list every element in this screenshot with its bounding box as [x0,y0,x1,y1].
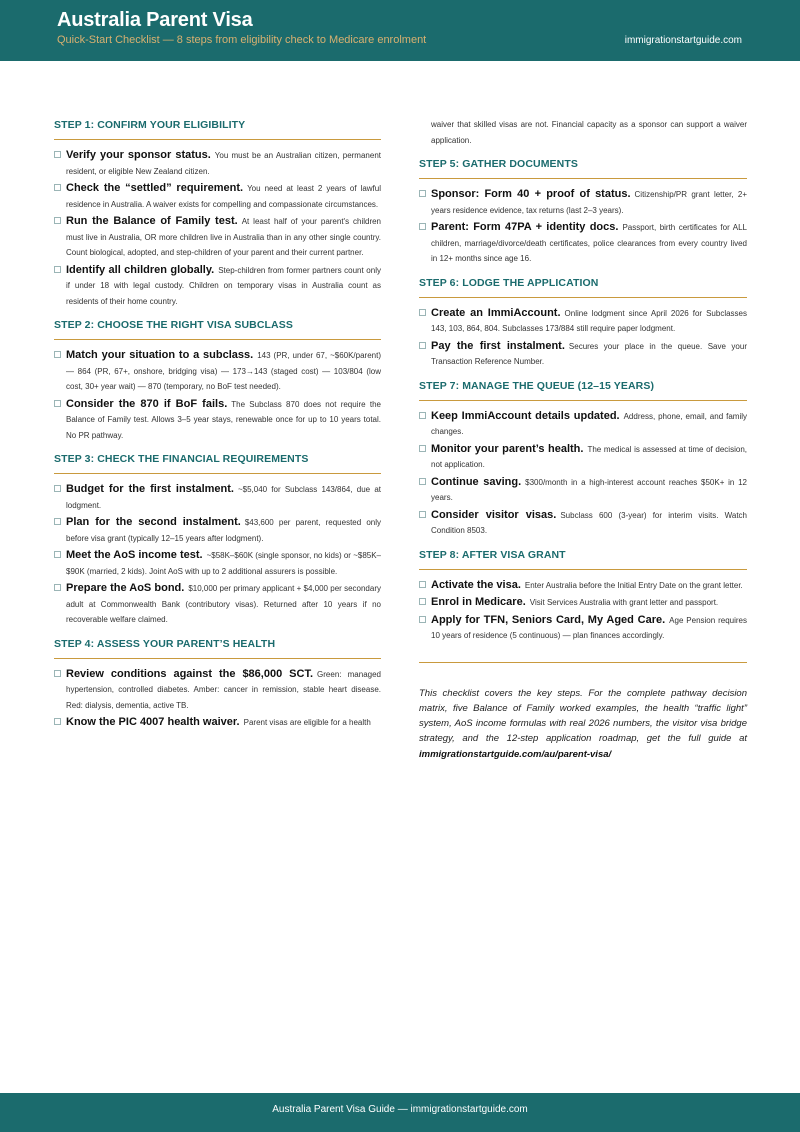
checklist-item [419,508,747,539]
checklist-item-title: Prepare the AoS bond. [66,582,185,594]
closing-note-text: This checklist covers the key steps. For the complete pathway decision matrix, five Balance of Family worked examples, the health “traffic light” system, AoS income formulas with real 2026 numbers, the visitor visa bridge strategy, and the 12-step application roadmap, get the full guide at [419,687,747,745]
checkbox[interactable] [54,518,61,525]
step-heading: STEP 7: MANAGE THE QUEUE (12–15 YEARS) [419,380,747,401]
checklist-item-title: Verify your sponsor status. [66,149,211,161]
step-heading: STEP 5: GATHER DOCUMENTS [419,158,747,179]
checklist-item-text: 143 (PR, under 67, ~$60K/parent) — 864 (PR, 67+, onshore, bridging visa) — 173→143 (staged cost) — 103/804 (low cost, 30+ year wait) — 870 (temporary, no BoF test needed). [66,351,382,391]
checklist-item-text: You need at least 2 years of lawful residence in Australia. A waiver exists for compelling and compassionate circumstances. [66,184,381,209]
checklist-item-title: Create an ImmiAccount. [431,306,561,319]
checklist-item-text: Address, phone, email, and family changes. [431,411,747,436]
checklist-item-title: Run the Balance of Family test. [66,215,238,227]
checklist-item-text: Subclass 600 (3-year) for interim visits. Watch Condition 8503. [431,510,747,535]
checklist-item-text: Passport, birth certificates for ALL children, marriage/divorce/death certificates, police clearances from every country lived in 12+ months since age 16. [431,223,747,263]
checklist-item-title: Enrol in Medicare. [431,596,526,608]
checklist-item-title: Parent: Form 47PA + identity docs. [431,221,619,233]
page-title: Australia Parent Visa [57,9,253,31]
checklist-item-title: Continue saving. [431,475,522,488]
checkbox[interactable] [54,151,61,158]
checklist-item-text: $10,000 per primary applicant + $4,000 per secondary adult at Commonwealth Bank (contributory visas). Returned after 10 years if no recoverable welfare claimed. [66,584,381,624]
checklist-item-title: Check the “settled” requirement. [66,182,244,194]
checkbox[interactable] [54,400,61,407]
checklist-item [54,515,381,546]
checklist-item [54,581,381,628]
step-heading: STEP 3: CHECK THE FINANCIAL REQUIREMENTS [54,453,381,474]
checklist-item [419,442,747,473]
checklist-item-text: Citizenship/PR grant letter, 2+ years residence evidence, tax returns (last 2–3 years). [431,190,747,215]
checklist-item-title: Know the PIC 4007 health waiver. [66,716,240,728]
checklist-item-text: Step-children from former partners count only if under 18 with legal custody. Children on temporary visas in Australia count as residents of their home country. [66,265,381,306]
checklist-item [54,181,381,212]
checklist-item [419,595,747,611]
checkbox[interactable] [419,223,426,230]
checklist-item-text: ~$58K–$60K (single sponsor, no kids) or ~$85K–$90K (married, 2 kids). Joint AoS with up to 2 additional assurers is possible. [66,551,382,576]
checkbox[interactable] [419,412,426,419]
checklist-item [54,548,381,579]
checkbox[interactable] [419,445,426,452]
checklist-item [54,715,381,731]
checklist-item-text: ~$5,040 for Subclass 143/864, due at lodgment. [66,485,381,510]
checkbox[interactable] [54,718,61,725]
checkbox[interactable] [419,342,426,349]
checkbox[interactable] [54,551,61,558]
header-site-link[interactable]: immigrationstartguide.com [624,35,742,46]
checklist-item [54,348,381,395]
checklist-item-title: Consider the 870 if BoF fails. [66,397,228,410]
checkbox[interactable] [54,351,61,358]
checklist-item-text: At least half of your parent's children must live in Australia, OR more children live in Australia than in any other single country. Count biological, adopted, and step-children of your parent and their current partner. [66,217,382,257]
step-heading: STEP 4: ASSESS YOUR PARENT’S HEALTH [54,638,381,659]
checklist-item [54,148,381,179]
checkbox[interactable] [419,190,426,197]
page-subtitle: Quick-Start Checklist — 8 steps from eligibility check to Medicare enrolment [57,34,427,46]
checklist-item-text: Online lodgment since April 2026 for Subclasses 143, 103, 864, 804. Subclasses 173/884 still require paper lodgment. [431,308,747,333]
checkbox[interactable] [419,309,426,316]
checklist-item [419,613,747,644]
checkbox[interactable] [54,266,61,273]
step-heading: STEP 6: LODGE THE APPLICATION [419,277,747,298]
checklist-item [54,263,381,310]
checklist-item-title: Identify all children globally. [66,263,215,276]
checkbox[interactable] [54,584,61,591]
checklist-item-title: Activate the visa. [431,578,521,591]
checkbox[interactable] [54,670,61,677]
guide-link[interactable]: immigrationstartguide.com/au/parent-visa/ [419,748,612,760]
checkbox[interactable] [54,485,61,492]
checklist-item [419,339,747,370]
checklist-item-text: Secures your place in the queue. Save your Transaction Reference Number. [431,341,747,366]
checklist-item-continuation: waiver that skilled visas are not. Financial capacity as a sponsor can support a waiver application. [431,120,747,145]
page-header [0,0,800,61]
checklist-item [54,667,381,714]
checklist-item-text: Visit Services Australia with grant letter and passport. [529,598,719,607]
checklist-item [419,409,747,440]
checklist-item-title: Monitor your parent’s health. [431,442,584,455]
checklist-item [419,220,747,267]
checklist-item-text: Green: managed hypertension, controlled diabetes. Amber: cancer in remission, stable heart disease. Red: dialysis, dementia, active TB. [66,669,381,710]
closing-note [419,686,747,762]
checklist-item [54,214,381,261]
checklist-item [419,578,747,594]
checklist-item-text: Parent visas are eligible for a health [243,718,371,727]
checklist-item [54,397,381,444]
checklist-item [419,475,747,506]
checklist-item-title: Apply for TFN, Seniors Card, My Aged Care. [431,613,666,626]
checklist-item-text: You must be an Australian citizen, permanent resident, or eligible New Zealand citizen. [66,151,381,176]
checklist-item-title: Meet the AoS income test. [66,549,203,561]
checkbox[interactable] [419,511,426,518]
left-column [54,107,381,733]
divider [419,662,747,663]
step-heading: STEP 8: AFTER VISA GRANT [419,549,747,570]
checkbox[interactable] [419,581,426,588]
checklist-item-title: Consider visitor visas. [431,508,557,521]
step-heading: STEP 1: CONFIRM YOUR ELIGIBILITY [54,119,381,140]
checkbox[interactable] [419,598,426,605]
checklist-item-text: $300/month in a high-interest account reaches $50K+ in 12 years. [431,477,747,502]
checklist-item-title: Match your situation to a subclass. [66,349,254,361]
checklist-item-text: The medical is assessed at time of decision, not application. [431,444,747,469]
checkbox[interactable] [419,478,426,485]
checklist-item-title: Review conditions against the $86,000 SCT. [66,667,314,680]
checklist-item [419,187,747,218]
checkbox[interactable] [54,184,61,191]
checkbox[interactable] [54,217,61,224]
checklist-item [54,482,381,513]
right-column [419,117,747,762]
checklist-item-text: Age Pension requires 10 years of residence (5 continuous) — plan finances accordingly. [431,615,748,640]
checklist-item-text: $43,600 per parent, requested only before visa grant (typically 12–15 years after lodgment). [66,518,381,543]
checklist-item-text: The Subclass 870 does not require the Balance of Family test. Allows 3–5 year stays, renewable once for up to 10 years total. No PR pathway. [66,399,381,440]
checklist-item-title: Pay the first instalment. [431,339,565,352]
step-heading: STEP 2: CHOOSE THE RIGHT VISA SUBCLASS [54,319,381,340]
checklist-item [419,306,747,337]
checklist-item-title: Keep ImmiAccount details updated. [431,409,620,422]
checkbox[interactable] [419,616,426,623]
checklist-item-title: Plan for the second instalment. [66,516,241,528]
checklist-item-title: Budget for the first instalment. [66,483,234,495]
checklist-item-title: Sponsor: Form 40 + proof of status. [431,188,631,200]
checklist-item-text: Enter Australia before the Initial Entry Date on the grant letter. [524,580,743,590]
page-footer: Australia Parent Visa Guide — immigrationstartguide.com [0,1093,800,1132]
